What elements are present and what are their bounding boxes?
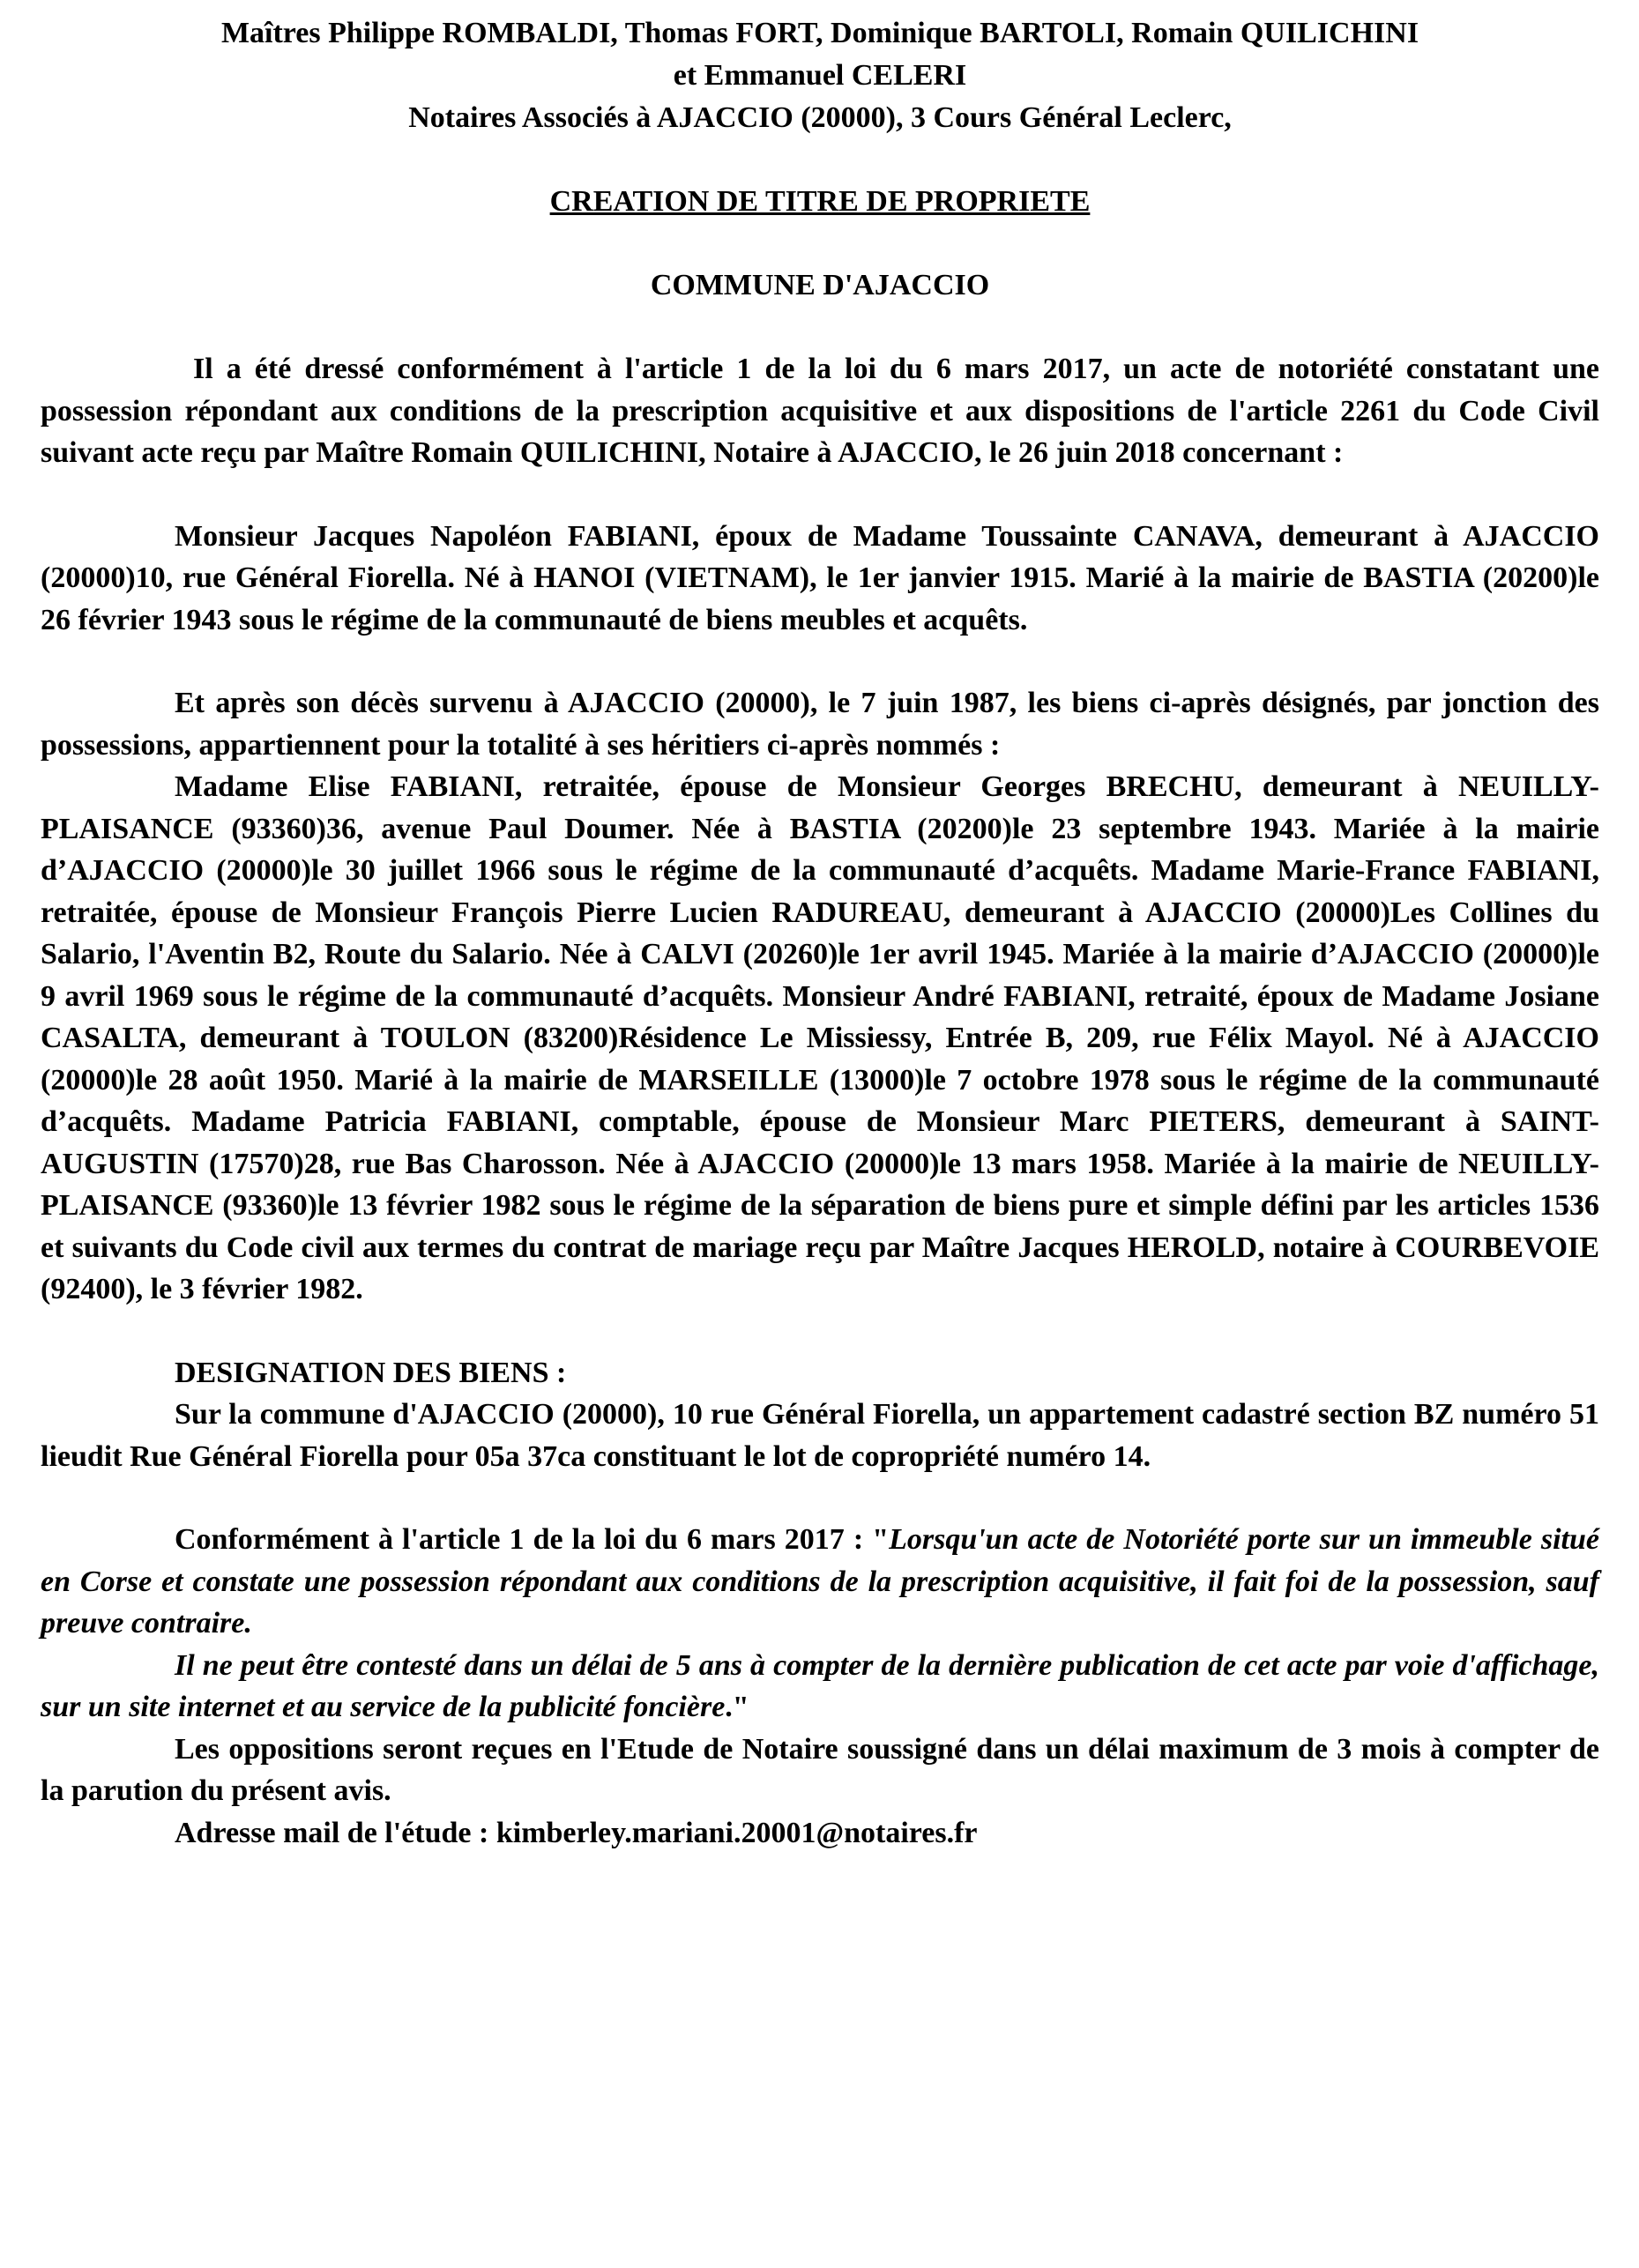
header-line-1: Maîtres Philippe ROMBALDI, Thomas FORT, Dominique BARTOLI, Romain QUILICHINI <box>220 17 1419 49</box>
law-paragraph-2 <box>41 1645 1599 1729</box>
heritiers-paragraph: Madame Elise FABIANI, retraitée, épouse de Monsieur Georges BRECHU, demeurant à NEUILLY-PLAISANCE (93360)36, avenue Paul Doumer. Née à BASTIA (20200)le 23 septembre 1943. Mariée à la mairie d’AJACCIO (20000)le 30 juillet 1966 sous le régime de la communauté d’acquêts. Madame Marie-France FABIANI, retraitée, épouse de Monsieur François Pierre Lucien RADUREAU, demeurant à AJACCIO (20000)Les Collines du Salario, l'Aventin B2, Route du Salario. Née à CALVI (20260)le 1er avril 1945. Mariée à la mairie d’AJACCIO (20000)le 9 avril 1969 sous le régime de la communauté d’acquêts. Monsieur André FABIANI, retraité, époux de Madame Josiane CASALTA, demeurant à TOULON (83200)Résidence Le Missiessy, Entrée B, 209, rue Félix Mayol. Né à AJACCIO (20000)le 28 août 1950. Marié à la mairie de MARSEILLE (13000)le 7 octobre 1978 sous le régime de la communauté d’acquêts. Madame Patricia FABIANI, comptable, épouse de Monsieur Marc PIETERS, demeurant à SAINT-AUGUSTIN (17570)28, rue Bas Charosson. Née à AJACCIO (20000)le 13 mars 1958. Mariée à la mairie de NEUILLY-PLAISANCE (93360)le 13 février 1982 sous le régime de la séparation de biens pure et simple défini par les articles 1536 et suivants du Code civil aux termes du contrat de mariage reçu par Maître Jacques HEROLD, notaire à COURBEVOIE (92400), le 3 février 1982. <box>41 770 1599 1305</box>
header-line-3: Notaires Associés à AJACCIO (20000), 3 Cours Général Leclerc, <box>408 101 1232 134</box>
law-paragraph <box>41 1519 1599 1645</box>
law-quote-2: Il ne peut être contesté dans un délai de 5 ans à compter de la dernière publication de cet acte par voie d'affichage, sur un site internet et au service de la publicité foncière <box>41 1648 1599 1723</box>
law-intro: Conformément à l'article 1 de la loi du 6 mars 2017 : " <box>175 1523 890 1556</box>
owner-paragraph: Monsieur Jacques Napoléon FABIANI, époux de Madame Toussainte CANAVA, demeurant à AJACCIO (20000)10, rue Général Fiorella. Né à HANOI (VIETNAM), le 1er janvier 1915. Marié à la mairie de BASTIA (20200)le 26 février 1943 sous le régime de la communauté de biens meubles et acquêts. <box>41 519 1599 636</box>
designation-heading: DESIGNATION DES BIENS : <box>175 1356 567 1389</box>
notice-title: CREATION DE TITRE DE PROPRIETE <box>549 185 1091 218</box>
notice-subtitle: COMMUNE D'AJACCIO <box>650 269 990 301</box>
law-quote-2-end: ." <box>725 1691 749 1723</box>
intro-paragraph: Il a été dressé conformément à l'article 1 de la loi du 6 mars 2017, un acte de notoriété constatant une possession répondant aux conditions de la prescription acquisitive et aux dispositions de l'article 2261 du Code Civil suivant acte reçu par Maître Romain QUILICHINI, Notaire à AJACCIO, le 26 juin 2018 concernant : <box>41 353 1599 469</box>
office-email: Adresse mail de l'étude : kimberley.mariani.20001@notaires.fr <box>175 1816 978 1849</box>
notice-page <box>41 12 1599 1854</box>
law-quote-1: Lorsqu'un acte de Notoriété porte sur un immeuble situé en Corse et constate une possession répondant aux conditions de la prescription acquisitive, il fait foi de la possession, sauf preuve contraire. <box>41 1523 1599 1640</box>
header-line-2: et Emmanuel CELERI <box>673 59 967 92</box>
deces-paragraph: Et après son décès survenu à AJACCIO (20000), le 7 juin 1987, les biens ci-après désignés, par jonction des possessions, appartiennent pour la totalité à ses héritiers ci-après nommés : <box>41 687 1599 762</box>
oppositions-paragraph: Les oppositions seront reçues en l'Etude de Notaire soussigné dans un délai maximum de 3 mois à compter de la parution du présent avis. <box>41 1732 1599 1807</box>
designation-paragraph: Sur la commune d'AJACCIO (20000), 10 rue Général Fiorella, un appartement cadastré section BZ numéro 51 lieudit Rue Général Fiorella pour 05a 37ca constituant le lot de copropriété numéro 14. <box>41 1398 1599 1473</box>
notaries-header <box>41 12 1599 139</box>
